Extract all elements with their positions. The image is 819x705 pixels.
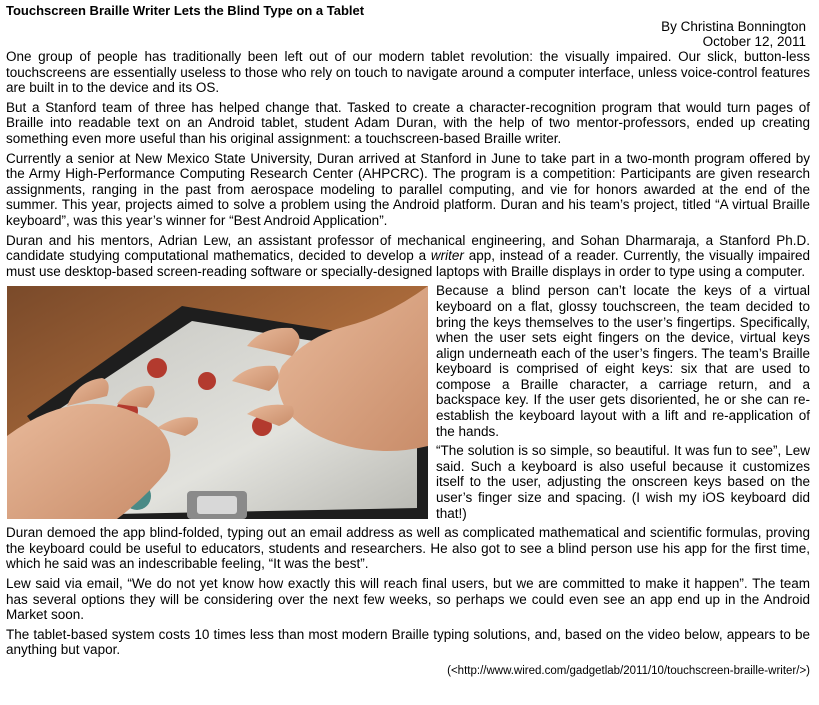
article bbox=[6, 3, 810, 678]
paragraph-lew-quote: “The solution is so simple, so beautiful. It was fun to see”, Lew said. Such a keyboard is also useful because it customizes itself to the user, adjusting the onscreen keys based on the user’s finger size and spacing. (I wish my iOS keyboard did that!) bbox=[436, 443, 810, 521]
paragraph-ahpcrc-program: Currently a senior at New Mexico State University, Duran arrived at Stanford in June to take part in a two-month program offered by the Army High-Performance Computing Research Center (AHPCRC). The program is a competition: Participants are given research assignments, ranging in the past from aerospace modeling to parallel computing, and vie for honors awarded at the end of the summer. This year, projects aimed to solve a problem using the Android platform. Duran and his team’s project, titled “A virtual Braille keyboard”, was this year’s winner for “Best Android Application”. bbox=[6, 150, 810, 228]
paragraph-demo: Duran demoed the app blind-folded, typing out an email address as well as complicated mathematical and scientific formulas, proving the keyboard could be useful to educators, students and researchers. He also got to see a blind person use his app for the first time, which he said was an indescribable feeling, “It was the best”. bbox=[6, 525, 810, 572]
paragraph-keyboard-design: Because a blind person can’t locate the keys of a virtual keyboard on a flat, glossy touchscreen, the team decided to bring the keys themselves to the user’s fingertips. Specifically, when the user sets eight fingers on the device, virtual keys align underneath each of the user’s fingers. The team’s Braille keyboard is comprised of eight keys: six that are used to compose a Braille character, a carriage return, and a backspace key. If the user gets disoriented, he or she can re-establish the keyboard layout with a lift and re-application of the hands. bbox=[436, 283, 810, 439]
paragraph-email-quote: Lew said via email, “We do not yet know how exactly this will reach final users, but we are committed to make it happen”. The team has several options they will be considering over the next few weeks, so perhaps we could even see an app end up in the Android Market soon. bbox=[6, 576, 810, 623]
tablet-hands-photo bbox=[7, 286, 428, 519]
article-title: Touchscreen Braille Writer Lets the Blind Type on a Tablet bbox=[6, 3, 365, 18]
paragraph-cost: The tablet-based system costs 10 times less than most modern Braille typing solutions, and, based on the video below, appears to be anything but vapor. bbox=[6, 626, 810, 658]
source-link[interactable]: (<http://www.wired.com/gadgetlab/2011/10/touchscreen-braille-writer/>) bbox=[447, 664, 810, 677]
paragraph-mentors-text-a: Duran and his mentors, Adrian Lew, an assistant professor of mechanical engineering, and Sohan Dharmaraja, a Stanford Ph.D. candidate studying computational mathematics, decided to develop a bbox=[6, 232, 810, 264]
paragraph-mentors-emphasis: writer bbox=[430, 248, 464, 264]
publish-date: October 12, 2011 bbox=[702, 34, 806, 49]
paragraph-mentors bbox=[6, 233, 810, 280]
author-byline: By Christina Bonnington bbox=[661, 19, 806, 34]
paragraph-mentors-text-b: app, instead of a reader. Currently, the visually impaired must use desktop-based screen-reading software or specially-designed laptops with Braille displays in order to type using a computer. bbox=[6, 248, 810, 279]
paragraph-intro: One group of people has traditionally been left out of our modern tablet revolution: the visually impaired. Our slick, button-less touchscreens are essentially useless to those who rely on touch to navigate around a computer interface, unless voice-control features are built in to the device and its OS. bbox=[6, 49, 810, 96]
paragraph-stanford-team: But a Stanford team of three has helped change that. Tasked to create a character-recognition program that would turn pages of Braille into readable text on an Android tablet, student Adam Duran, with the help of two mentor-professors, ended up creating something even more useful than his original assignment: a touchscreen-based Braille writer. bbox=[6, 99, 810, 146]
